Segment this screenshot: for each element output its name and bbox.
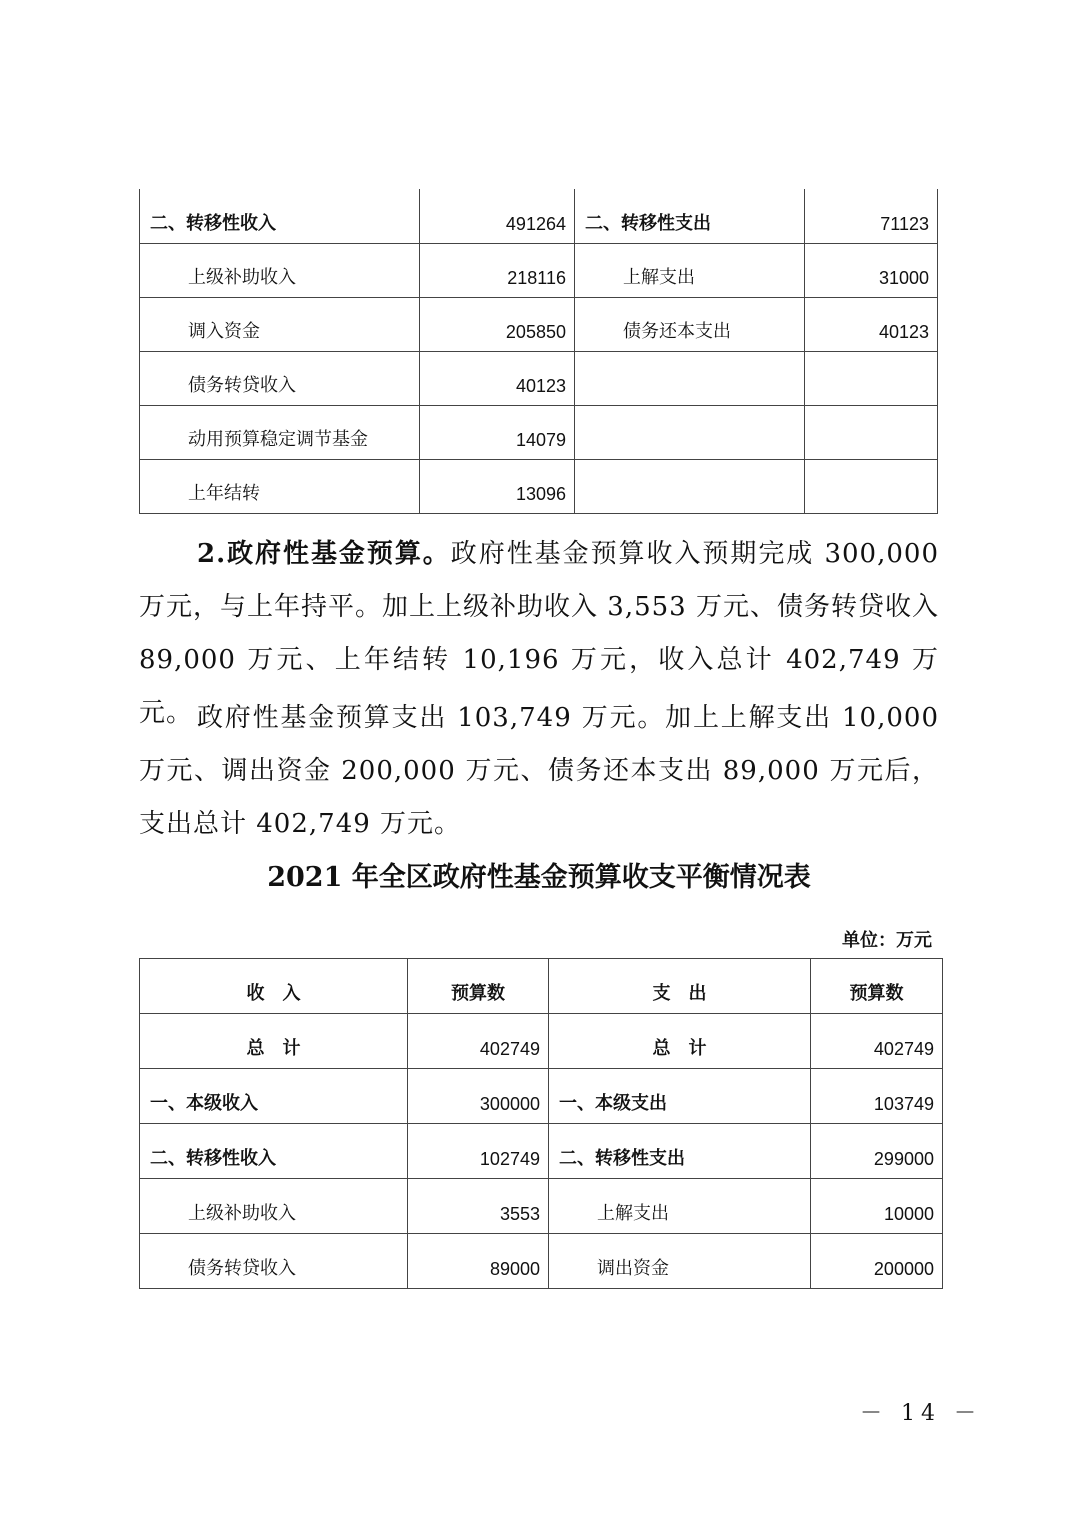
- expense-amount: 103749: [811, 1069, 943, 1124]
- income-item: 上级补助收入: [140, 1179, 408, 1234]
- income-item: 上年结转: [140, 459, 420, 513]
- income-amount: 218116: [420, 243, 575, 297]
- header-expense-amount: 预算数: [811, 959, 943, 1014]
- header-income-amount: 预算数: [408, 959, 549, 1014]
- header-income: 收 入: [140, 959, 408, 1014]
- expense-amount: 200000: [811, 1234, 943, 1289]
- total-expense-amount: 402749: [811, 1014, 943, 1069]
- expense-amount: 10000: [811, 1179, 943, 1234]
- table-row: [140, 1124, 943, 1179]
- unit-label: 单位：万元: [842, 930, 932, 951]
- expense-amount: 31000: [805, 243, 938, 297]
- expense-item: 一、本级支出: [549, 1069, 811, 1124]
- header-expense: 支 出: [549, 959, 811, 1014]
- table-row: [140, 1234, 943, 1289]
- income-amount: 13096: [420, 459, 575, 513]
- expense-amount: [805, 351, 938, 405]
- expense-item: [575, 459, 805, 513]
- income-amount: 300000: [408, 1069, 549, 1124]
- income-amount: 205850: [420, 297, 575, 351]
- income-item: 一、本级收入: [140, 1069, 408, 1124]
- paragraph-text: 政府性基金预算收入预期完成 300,000 万元，与上年持平。加上上级补助收入 3,553 万元、债务转贷收入 89,000 万元、上年结转 10,196 万元，收入总计 402,749 万元。: [139, 539, 939, 728]
- table-row: [140, 243, 938, 297]
- income-item: 债务转贷收入: [140, 351, 420, 405]
- income-item: 债务转贷收入: [140, 1234, 408, 1289]
- income-item: 二、转移性收入: [140, 189, 420, 243]
- table-title: 2021 年全区政府性基金预算收支平衡情况表: [267, 862, 811, 893]
- page-number: － 14 －: [860, 1401, 982, 1426]
- expense-amount: 71123: [805, 189, 938, 243]
- income-item: 动用预算稳定调节基金: [140, 405, 420, 459]
- income-amount: 40123: [420, 351, 575, 405]
- table-row: [140, 405, 938, 459]
- budget-table-continued: [139, 189, 938, 514]
- fund-budget-balance-table: [139, 958, 943, 1289]
- income-amount: 3553: [408, 1179, 549, 1234]
- income-amount: 102749: [408, 1124, 549, 1179]
- expense-amount: 299000: [811, 1124, 943, 1179]
- expense-item: 二、转移性支出: [549, 1124, 811, 1179]
- section-heading: 2.政府性基金预算。: [197, 539, 451, 569]
- expense-item: [575, 405, 805, 459]
- expense-item: 上解支出: [549, 1179, 811, 1234]
- income-item: 上级补助收入: [140, 243, 420, 297]
- expense-amount: 40123: [805, 297, 938, 351]
- table-row: [140, 1069, 943, 1124]
- table-row: [140, 459, 938, 513]
- table-row: [140, 297, 938, 351]
- income-amount: 14079: [420, 405, 575, 459]
- income-item: 调入资金: [140, 297, 420, 351]
- table-header-row: [140, 959, 943, 1014]
- expense-item: 债务还本支出: [575, 297, 805, 351]
- expense-item: 调出资金: [549, 1234, 811, 1289]
- expense-amount: [805, 459, 938, 513]
- expense-item: [575, 351, 805, 405]
- total-income-amount: 402749: [408, 1014, 549, 1069]
- table-total-row: [140, 1014, 943, 1069]
- expense-item: 上解支出: [575, 243, 805, 297]
- income-amount: 89000: [408, 1234, 549, 1289]
- table-row: [140, 1179, 943, 1234]
- total-income-label: 总 计: [140, 1014, 408, 1069]
- total-expense-label: 总 计: [549, 1014, 811, 1069]
- paragraph-fund-budget-expense: 政府性基金预算支出 103,749 万元。加上上解支出 10,000 万元、调出资金 200,000 万元、债务还本支出 89,000 万元后，支出总计 402,749 万元。: [139, 703, 939, 839]
- table-row: [140, 351, 938, 405]
- expense-amount: [805, 405, 938, 459]
- expense-item: 二、转移性支出: [575, 189, 805, 243]
- income-amount: 491264: [420, 189, 575, 243]
- table-row: [140, 189, 938, 243]
- income-item: 二、转移性收入: [140, 1124, 408, 1179]
